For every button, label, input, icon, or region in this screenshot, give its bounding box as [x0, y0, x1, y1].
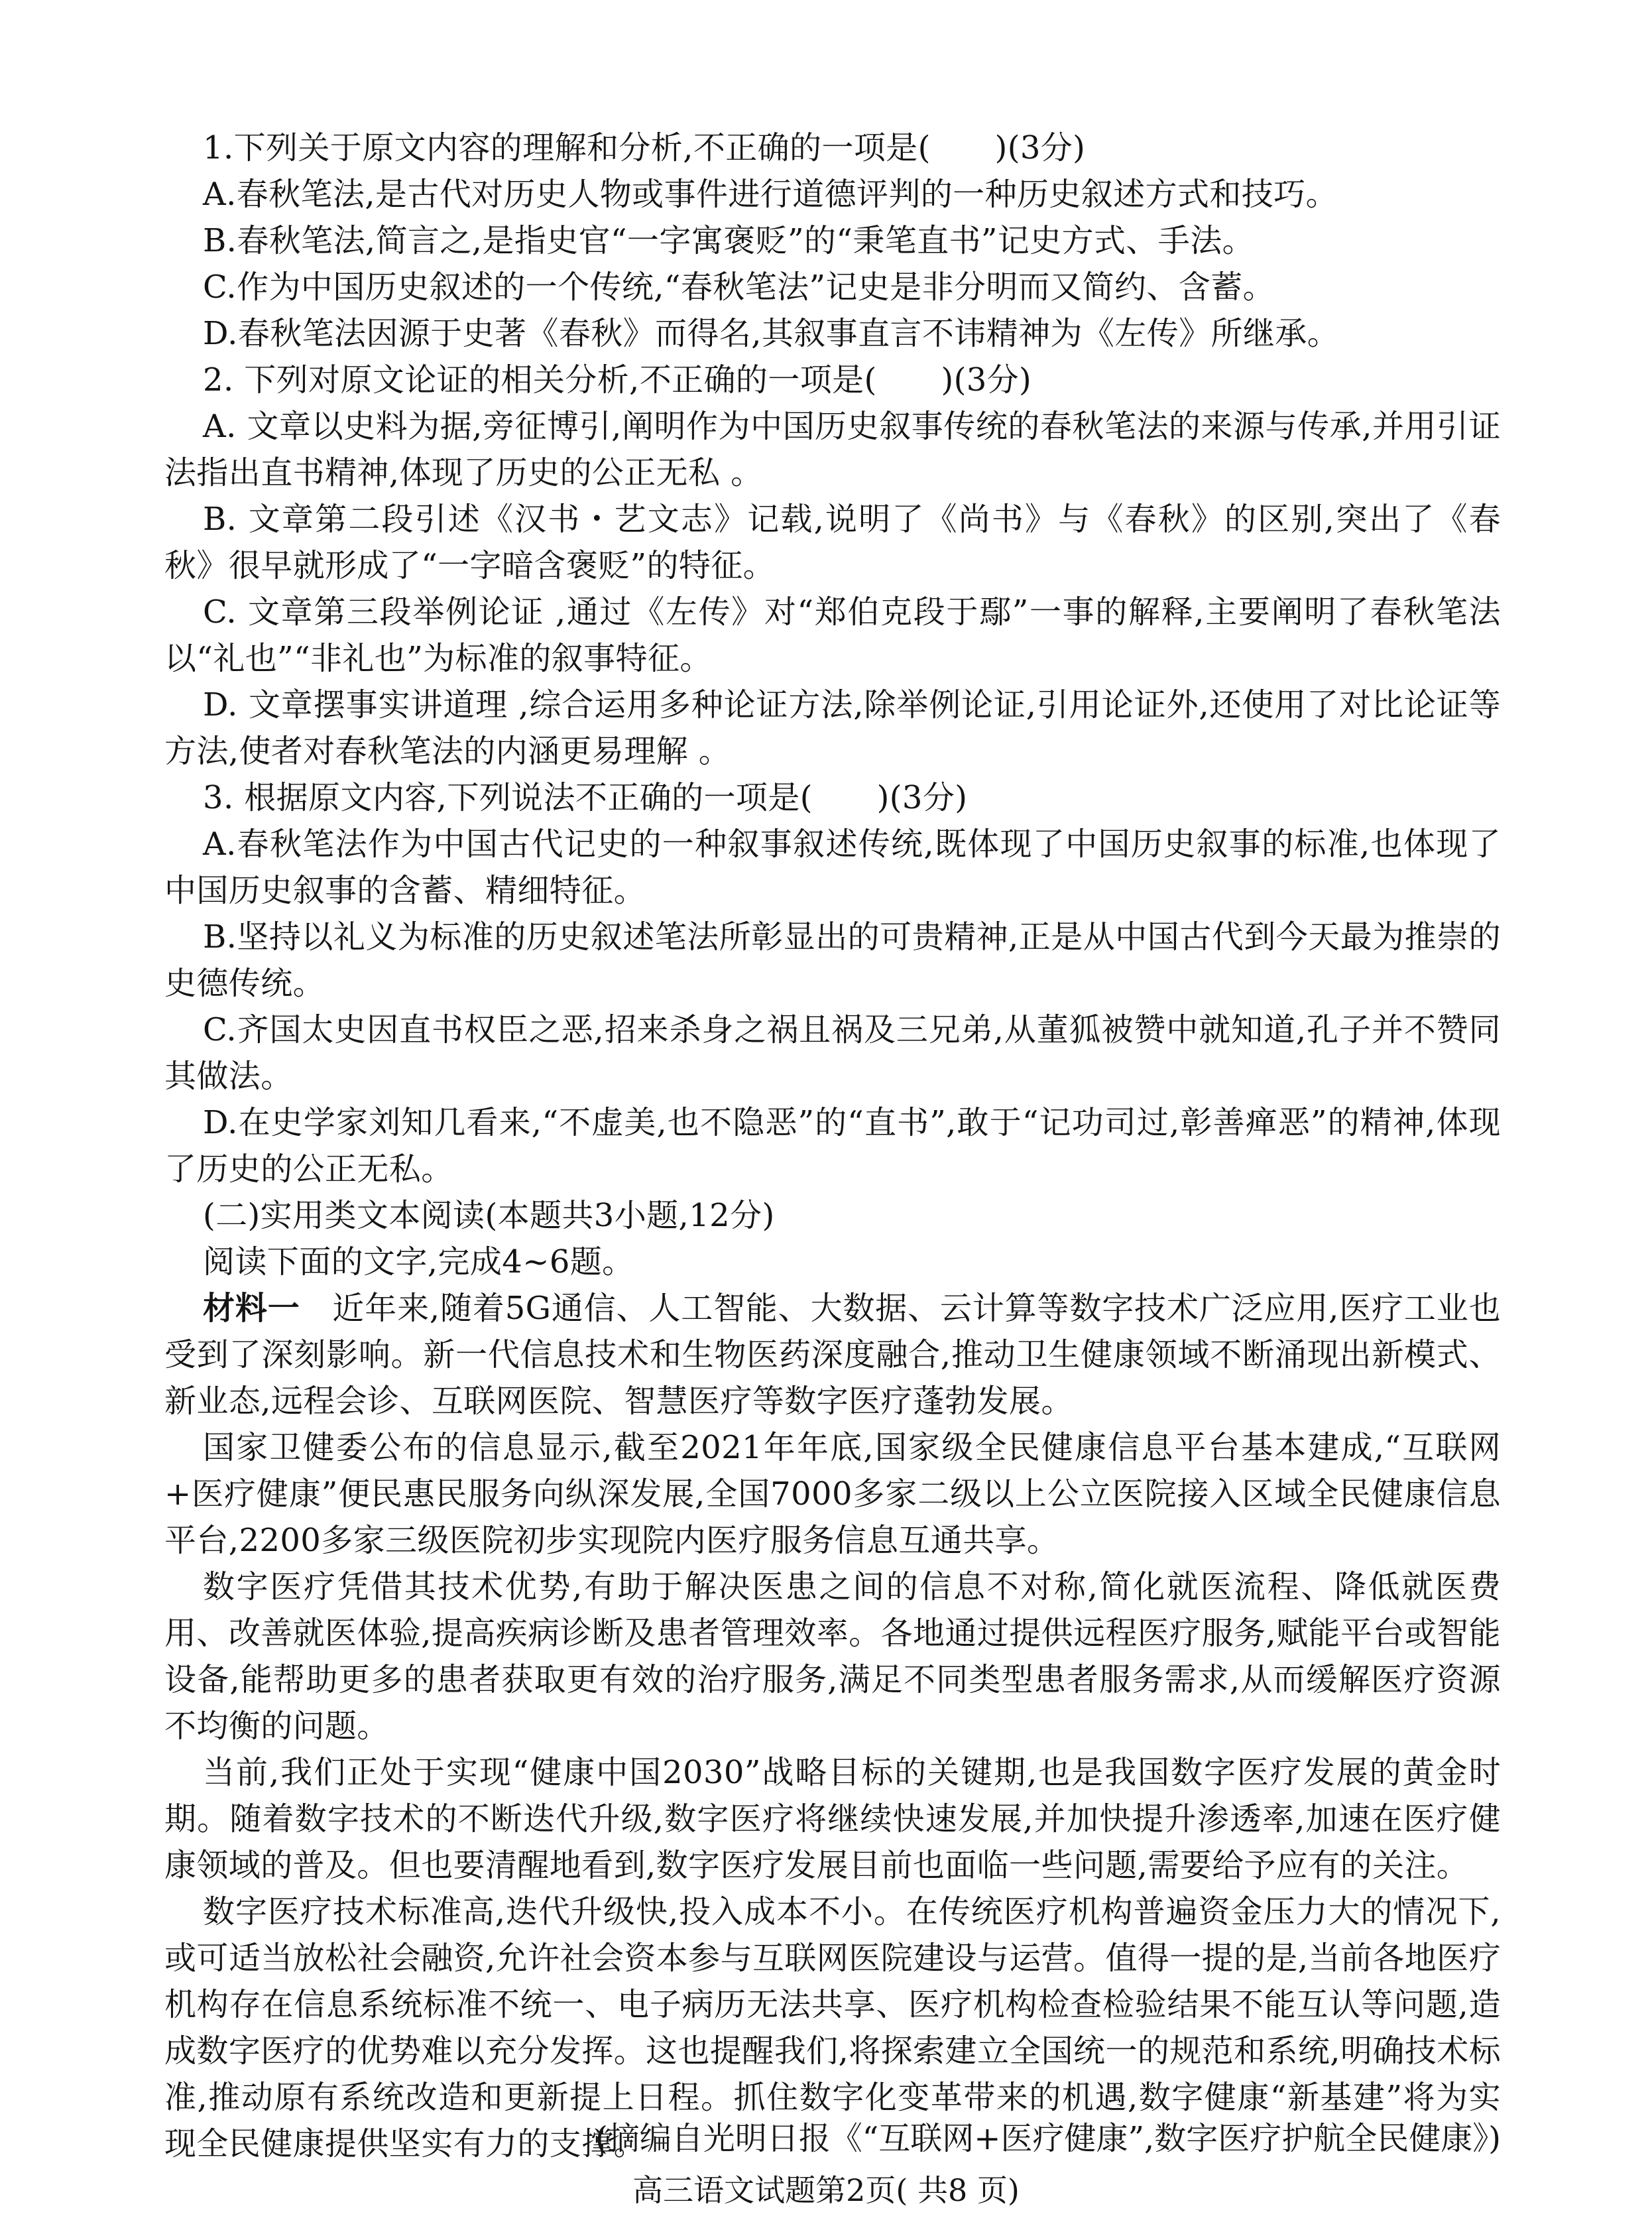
- question-1-stem: 1.下列关于原文内容的理解和分析,不正确的一项是( )(3分): [203, 129, 1086, 166]
- question-1-option-d: D.春秋笔法因源于史著《春秋》而得名,其叙事直言不讳精神为《左传》所继承。: [203, 315, 1340, 352]
- page-footer: 高三语文试题第2页( 共8 页): [632, 2172, 1020, 2208]
- material-paragraph-3: 数字医疗凭借其技术优势,有助于解决医患之间的信息不对称,简化就医流程、降低就医费用、改善就医体验,提高疾病诊断及患者管理效率。各地通过提供远程医疗服务,赋能平台或智能设备,能帮助更多的患者获取更有效的治疗服务,满足不同类型患者服务需求,从而缓解医疗资源不均衡的问题。: [164, 1568, 1501, 1745]
- material-paragraph-1-text: 近年来,随着5G通信、人工智能、大数据、云计算等数字技术广泛应用,医疗工业也受到了深刻影响。新一代信息技术和生物医药深度融合,推动卫生健康领域不断涌现出新模式、新业态,远程会诊、互联网医院、智慧医疗等数字医疗蓬勃发展。: [164, 1290, 1501, 1420]
- question-2-stem: 2. 下列对原文论证的相关分析,不正确的一项是( )(3分): [203, 361, 1032, 399]
- question-3-option-b: B.坚持以礼义为标准的历史叙述笔法所彰显出的可贵精神,正是从中国古代到今天最为推崇的史德传统。: [164, 918, 1501, 1002]
- material-paragraph-2: 国家卫健委公布的信息显示,截至2021年年底,国家级全民健康信息平台基本建成,“互联网+医疗健康”便民惠民服务向纵深发展,全国7000多家二级以上公立医院接入区域全民健康信息平台,2200多家三级医院初步实现院内医疗服务信息互通共享。: [164, 1429, 1501, 1559]
- material-label: 材料一: [203, 1290, 300, 1327]
- section-heading: (二)实用类文本阅读(本题共3小题,12分): [203, 1197, 775, 1234]
- question-2-option-a: A. 文章以史料为据,旁征博引,阐明作为中国历史叙事传统的春秋笔法的来源与传承,并用引证法指出直书精神,体现了历史的公正无私 。: [164, 408, 1501, 491]
- material-paragraph-4: 当前,我们正处于实现“健康中国2030”战略目标的关键期,也是我国数字医疗发展的黄金时期。随着数字技术的不断迭代升级,数字医疗将继续快速发展,并加快提升渗透率,加速在医疗健康领域的普及。但也要清醒地看到,数字医疗发展目前也面临一些问题,需要给予应有的关注。: [164, 1754, 1501, 1884]
- question-1-option-b: B.春秋笔法,简言之,是指史官“一字寓褒贬”的“秉笔直书”记史方式、手法。: [203, 222, 1255, 259]
- question-1-option-c: C.作为中国历史叙述的一个传统,“春秋笔法”记史是非分明而又简约、含蓄。: [203, 269, 1275, 306]
- question-3-option-a: A.春秋笔法作为中国古代记史的一种叙事叙述传统,既体现了中国历史叙事的标准,也体现了中国历史叙事的含蓄、精细特征。: [164, 826, 1501, 909]
- material-source: (摘编自光明日报《“互联网+医疗健康”,数字医疗护航全民健康》): [595, 2120, 1501, 2157]
- question-1-option-a: A.春秋笔法,是古代对历史人物或事件进行道德评判的一种历史叙述方式和技巧。: [203, 176, 1338, 213]
- question-3-stem: 3. 根据原文内容,下列说法不正确的一项是( )(3分): [203, 779, 968, 816]
- material-paragraph-1: [164, 1285, 1501, 1424]
- question-2-option-b: B. 文章第二段引述《汉书・艺文志》记载,说明了《尚书》与《春秋》的区别,突出了《春秋》很早就形成了“一字暗含褒贬”的特征。: [164, 501, 1501, 584]
- section-instruction: 阅读下面的文字,完成4~6题。: [203, 1243, 634, 1280]
- question-3-option-c: C.齐国太史因直书权臣之恶,招来杀身之祸且祸及三兄弟,从董狐被赞中就知道,孔子并不赞同其做法。: [164, 1011, 1501, 1095]
- question-3-option-d: D.在史学家刘知几看来,“不虚美,也不隐恶”的“直书”,敢于“记功司过,彰善瘅恶”的精神,体现了历史的公正无私。: [164, 1104, 1501, 1188]
- question-2-option-c: C. 文章第三段举例论证 ,通过《左传》对“郑伯克段于鄢”一事的解释,主要阐明了春秋笔法以“礼也”“非礼也”为标准的叙事特征。: [164, 593, 1501, 677]
- page-content: [164, 125, 1501, 2167]
- question-2-option-d: D. 文章摆事实讲道理 ,综合运用多种论证方法,除举例论证,引用论证外,还使用了对比论证等方法,使者对春秋笔法的内涵更易理解 。: [164, 686, 1501, 770]
- material-paragraph-5: 数字医疗技术标准高,迭代升级快,投入成本不小。在传统医疗机构普遍资金压力大的情况下,或可适当放松社会融资,允许社会资本参与互联网医院建设与运营。值得一提的是,当前各地医疗机构存在信息系统标准不统一、电子病历无法共享、医疗机构检查检验结果不能互认等问题,造成数字医疗的优势难以充分发挥。这也提醒我们,将探索建立全国统一的规范和系统,明确技术标准,推动原有系统改造和更新提上日程。抓住数字化变革带来的机遇,数字健康“新基建”将为实现全民健康提供坚实有力的支撑。: [164, 1893, 1501, 2162]
